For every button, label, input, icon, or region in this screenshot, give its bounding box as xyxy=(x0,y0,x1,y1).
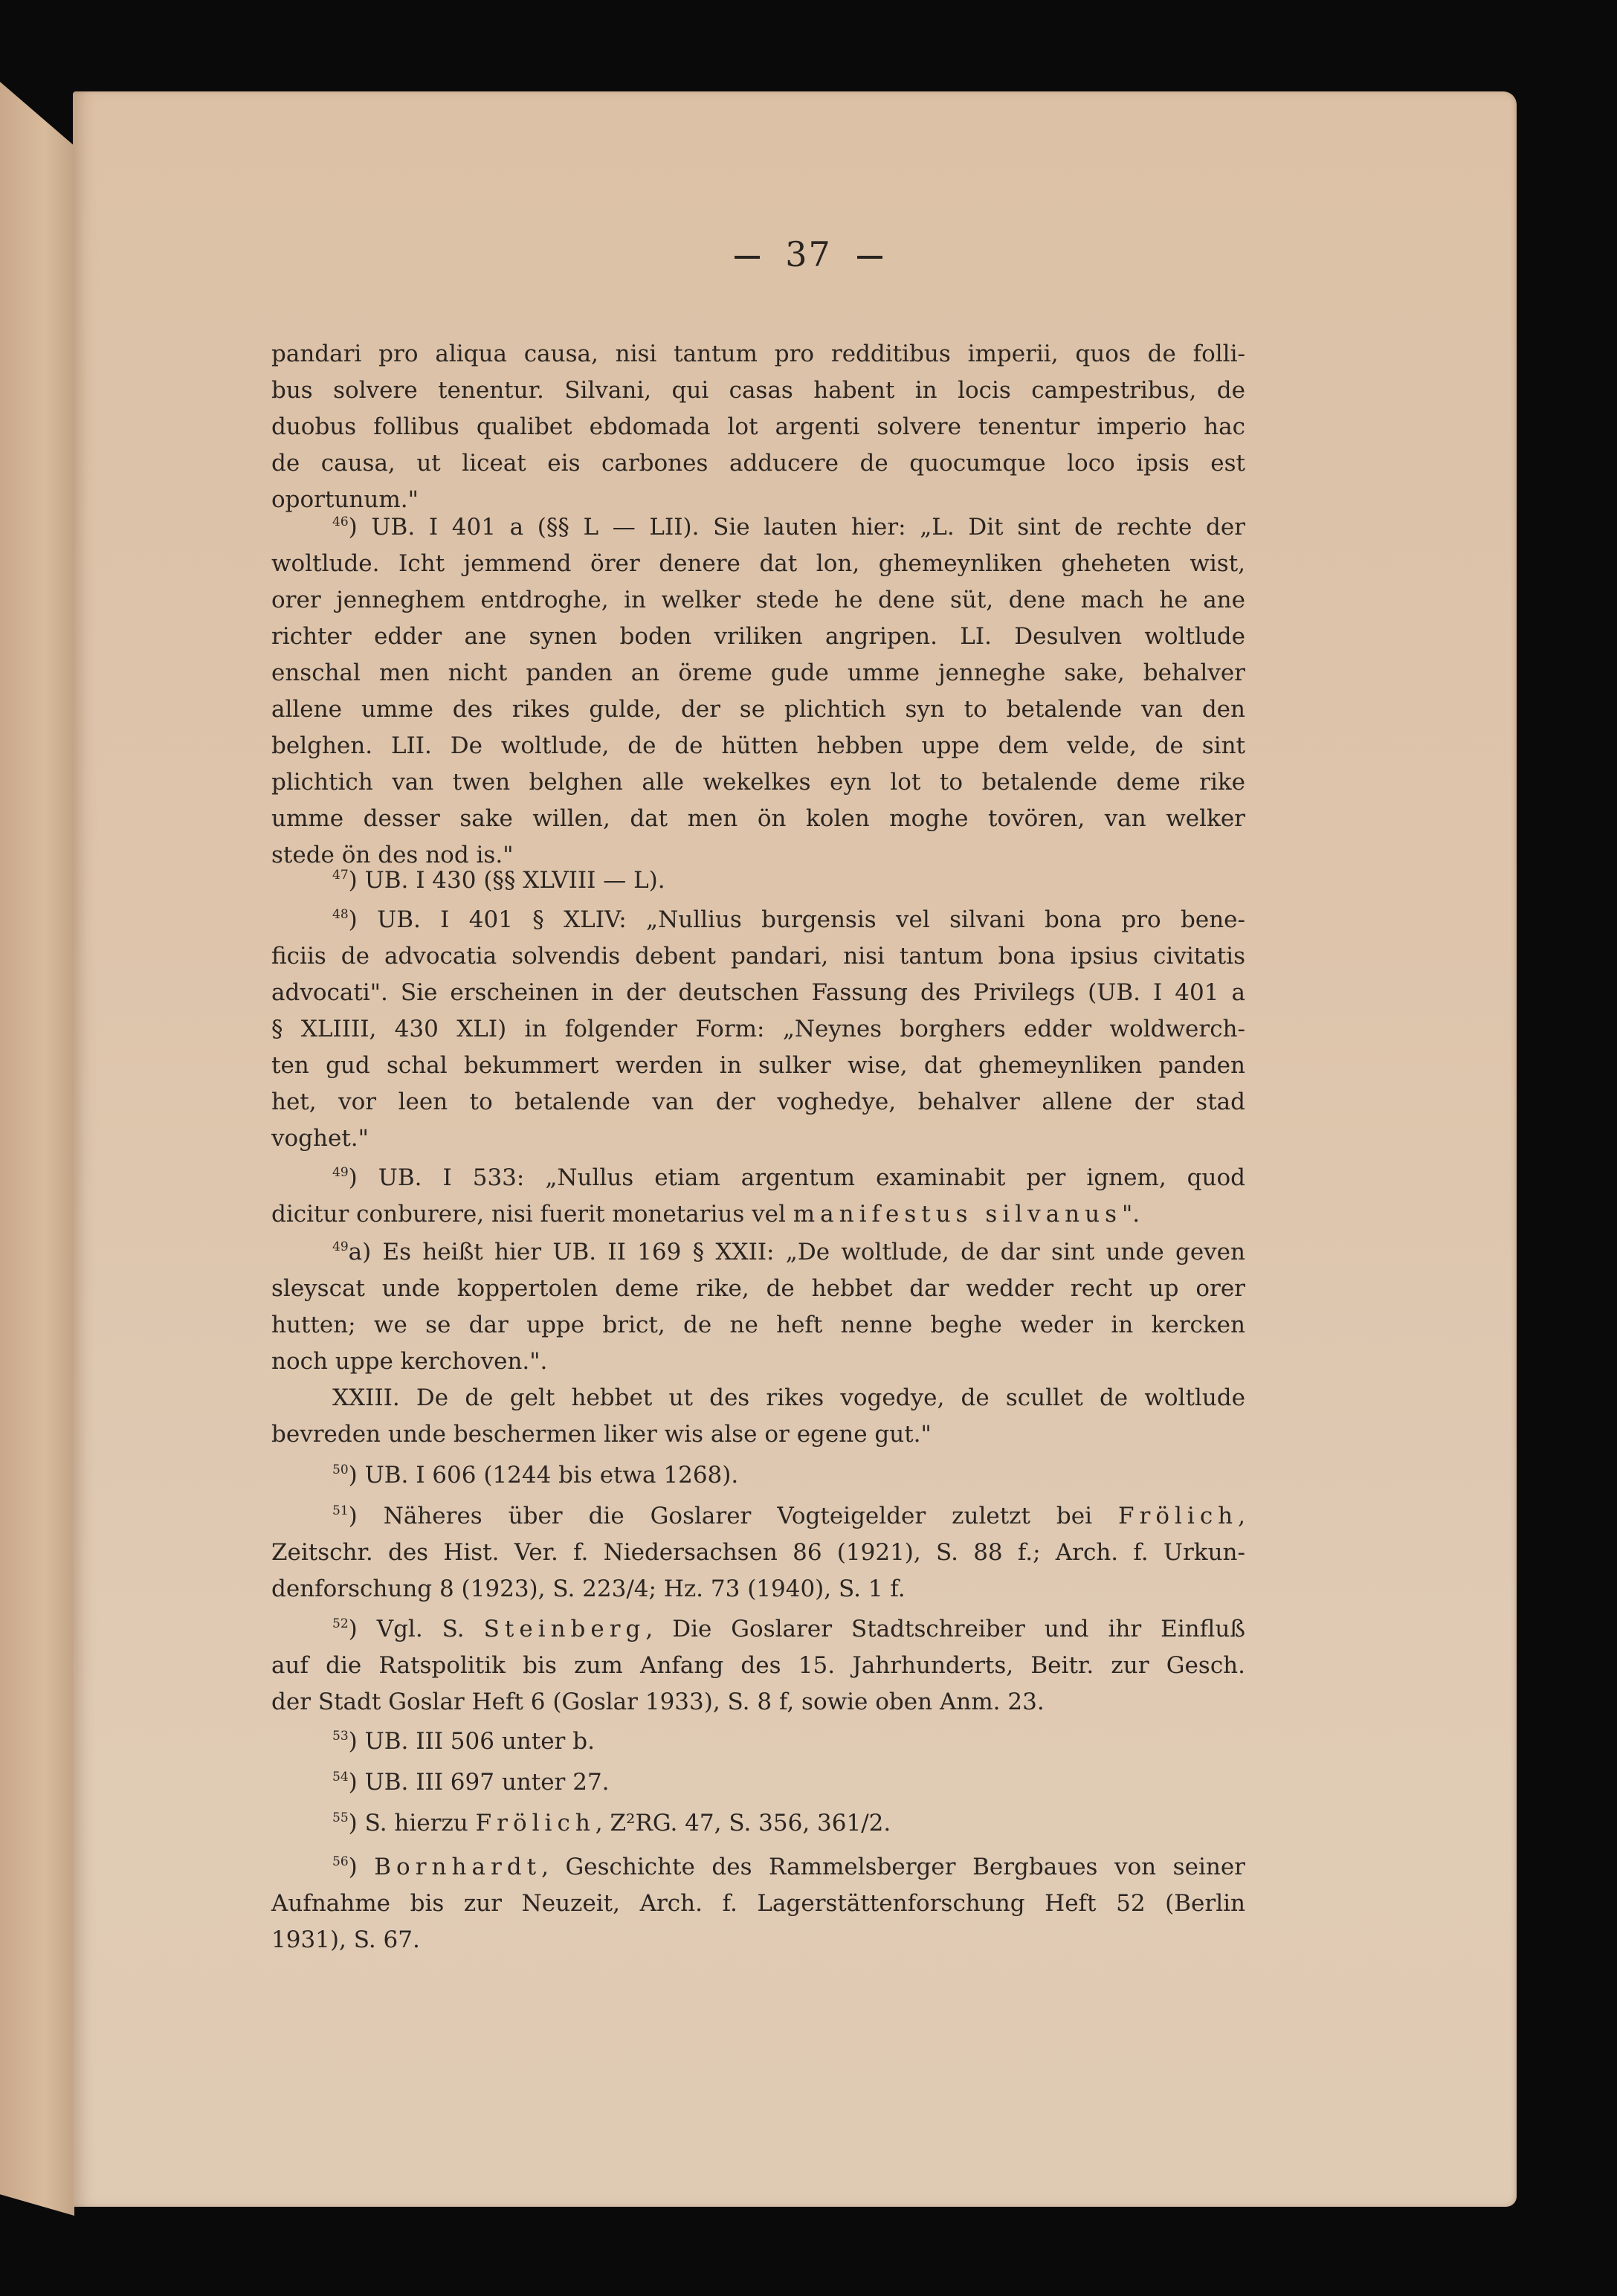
author-name: Frölich xyxy=(475,1810,596,1837)
footnote-marker: 56 xyxy=(332,1854,349,1869)
text-line: pandari pro aliqua causa, nisi tantum pro redditibus imperii, quos de folli- xyxy=(271,341,1245,367)
text-line: 1931), S. 67. xyxy=(271,1926,420,1953)
footnote-marker-suffix: a) xyxy=(348,1239,372,1265)
text-line: plichtich van twen belghen alle wekelkes eyn lot to betalende deme rike xyxy=(271,769,1245,796)
text-line: stede ön des nod is." xyxy=(271,842,514,868)
page-number-value: 37 xyxy=(785,234,832,274)
text-line: ten gud schal bekummert werden in sulker wise, dat ghemeynliken panden xyxy=(271,1052,1245,1079)
text-line: woltlude. Icht jemmend örer denere dat lon, ghemeynliken gheheten wist, xyxy=(271,550,1245,577)
page-number-dash-right xyxy=(857,256,882,259)
footnote-marker: 46 xyxy=(332,515,349,529)
text-line: UB. III 697 unter 27. xyxy=(364,1769,610,1796)
text-line: UB. I 606 (1244 bis etwa 1268). xyxy=(364,1462,739,1489)
text-line: duobus follibus qualibet ebdomada lot argenti solvere tenentur imperio hac xyxy=(271,413,1245,440)
footnote-46: $^{46}$) UB. I 401 a (§§ L — LII). Sie lauten hier: „L. Dit sint de rechte der woltlude. Icht jemmend örer denere dat lon, ghemeynliken gheheten wist, orer jenneghem entdroghe, in welker stede he dene süt, dene mach he ane richter edder ane synen boden vriliken angripen. LI. Desulven woltlude enschal men nicht panden an öreme gude umme jenneghe sake, behalver allene umme des rikes gulde, der se plichtich syn to betalende van den belghen. LII. De woltlude, de de hütten hebben uppe dem velde, de sint plichtich van twen belghen alle wekelkes eyn lot to betalende deme rike umme desser sake willen, dat men ön kolen moghe tovören, van welker stede ön des nod is." xyxy=(271,509,1245,874)
footnote-53: $^{53}$) UB. III 506 unter b. xyxy=(332,1728,595,1755)
footnote-marker: 55 xyxy=(332,1810,349,1825)
text-line: oportunum." xyxy=(271,486,419,513)
text-line: XXIII. De de gelt hebbet ut des rikes vogedye, de scullet de woltlude xyxy=(332,1384,1245,1411)
text-line: der Stadt Goslar Heft 6 (Goslar 1933), S. 8 f, sowie oben Anm. 23. xyxy=(271,1689,1045,1715)
footnote-54: $^{54}$) UB. III 697 unter 27. xyxy=(332,1769,610,1796)
footnote-marker: 51 xyxy=(332,1503,349,1518)
footnote-55: $^{55}$) S. hierzu Frölich, Z²RG. 47, S. 356, 361/2. xyxy=(332,1810,891,1837)
text-line: orer jenneghem entdroghe, in welker stede he dene süt, dene mach he ane xyxy=(271,587,1245,613)
text-line: UB. I 401 a (§§ L — LII). Sie lauten hier: „L. Dit sint de rechte der xyxy=(371,514,1245,541)
text-line: enschal men nicht panden an öreme gude umme jenneghe sake, behalver xyxy=(271,660,1245,686)
paragraph-xxiii xyxy=(271,1380,1245,1453)
footnote-51: $^{51}$) Näheres über die Goslarer Vogteigelder zuletzt bei Frölich, Zeitschr. des Hist. Ver. f. Niedersachsen 86 (1921), S. 88 f.; Arch. f. Urkun- denforschung 8 (1923), S. 223/4; Hz. 73 (1940), S. 1 f. xyxy=(271,1498,1245,1607)
text-line: UB. I 430 (§§ XLVIII — L). xyxy=(364,867,665,894)
text-line: voghet." xyxy=(271,1125,369,1152)
text-tail: , Geschichte des Rammelsberger Bergbaues von seiner xyxy=(541,1854,1245,1880)
text-line: UB. I 401 § XLIV: „Nullius burgensis vel silvani bona pro bene- xyxy=(377,906,1245,933)
footnote-48: $^{48}$) UB. I 401 § XLIV: „Nullius burgensis vel silvani bona pro bene- ficiis de advocatia solvendis debent pandari, nisi tantum bona ipsius civitatis advocati". Sie erscheinen in der deutschen Fassung des Privilegs (UB. I 401 a § XLIIII, 430 XLI) in folgender Form: „Neynes borghers edder woldwerch- ten gud schal bekummert werden in sulker wise, dat ghemeynliken panden het, vor leen to betalende van der voghedye, behalver allene der stad voghet." xyxy=(271,902,1245,1157)
text-lead: Näheres über die Goslarer Vogteigelder zuletzt bei xyxy=(383,1503,1093,1529)
footnote-marker: 47 xyxy=(332,868,349,883)
text-lead: S. hierzu xyxy=(364,1810,468,1837)
page-number-dash-left xyxy=(735,256,760,259)
footnote-marker: 48 xyxy=(332,907,349,922)
text-line: Zeitschr. des Hist. Ver. f. Niedersachsen 86 (1921), S. 88 f.; Arch. f. Urkun- xyxy=(271,1539,1245,1566)
footnote-marker: 53 xyxy=(332,1729,349,1744)
author-name: Steinberg xyxy=(483,1616,646,1642)
footnote-49: $^{49}$) UB. I 533: „Nullus etiam argentum examinabit per ignem, quod dicitur conburere, nisi fuerit monetarius vel manifestus silvanus". xyxy=(271,1164,1245,1228)
text-line: advocati". Sie erscheinen in der deutschen Fassung des Privilegs (UB. I 401 a xyxy=(271,979,1245,1006)
footnote-50: $^{50}$) UB. I 606 (1244 bis etwa 1268). xyxy=(332,1462,739,1489)
text-line: dicitur conburere, nisi fuerit monetarius vel xyxy=(271,1201,786,1228)
text-line: allene umme des rikes gulde, der se plichtich syn to betalende van den xyxy=(271,696,1245,723)
text-tail: , Die Goslarer Stadtschreiber und ihr Einfluß xyxy=(645,1616,1245,1642)
text-tail: ". xyxy=(1122,1201,1140,1228)
footnote-marker: 49 xyxy=(332,1165,349,1180)
text-line: noch uppe kerchoven.". xyxy=(271,1348,548,1375)
text-line: ficiis de advocatia solvendis debent pandari, nisi tantum bona ipsius civitatis xyxy=(271,943,1245,970)
footnote-marker: 52 xyxy=(332,1616,349,1631)
text-line: bevreden unde beschermen liker wis alse or egene gut." xyxy=(271,1421,932,1448)
footnote-47: $^{47}$) UB. I 430 (§§ XLVIII — L). xyxy=(332,867,665,894)
footnote-marker: 54 xyxy=(332,1770,349,1784)
previous-page-edge xyxy=(0,82,74,2216)
text-line: UB. I 533: „Nullus etiam argentum examinabit per ignem, quod xyxy=(378,1164,1245,1191)
text-line: § XLIIII, 430 XLI) in folgender Form: „Neynes borghers edder woldwerch- xyxy=(271,1016,1245,1042)
text-line: umme desser sake willen, dat men ön kolen moghe tovören, van welker xyxy=(271,805,1245,832)
text-line: het, vor leen to betalende van der voghedye, behalver allene der stad xyxy=(271,1089,1245,1115)
text-line: Es heißt hier UB. II 169 § XXII: „De woltlude, de dar sint unde geven xyxy=(382,1239,1245,1265)
continuation-paragraph xyxy=(271,336,1245,518)
text-lead: Vgl. S. xyxy=(376,1616,465,1642)
text-line: denforschung 8 (1923), S. 223/4; Hz. 73 (1940), S. 1 f. xyxy=(271,1576,906,1602)
text-line: Aufnahme bis zur Neuzeit, Arch. f. Lagerstättenforschung Heft 52 (Berlin xyxy=(271,1890,1245,1917)
text-line: sleyscat unde koppertolen deme rike, de hebbet dar wedder recht up orer xyxy=(271,1275,1245,1302)
author-name: Bornhardt xyxy=(374,1854,542,1880)
author-name: Frölich xyxy=(1118,1503,1239,1529)
text-tail: , xyxy=(1238,1503,1246,1529)
text-line: bus solvere tenentur. Silvani, qui casas habent in locis campestribus, de xyxy=(271,377,1245,404)
footnote-marker: 50 xyxy=(332,1463,349,1477)
text-line: auf die Ratspolitik bis zum Anfang des 15. Jahrhunderts, Beitr. zur Gesch. xyxy=(271,1652,1245,1679)
text-line: richter edder ane synen boden vriliken angripen. LI. Desulven woltlude xyxy=(271,623,1245,650)
footnote-52: $^{52}$) Vgl. S. Steinberg, Die Goslarer Stadtschreiber und ihr Einfluß auf die Ratspolitik bis zum Anfang des 15. Jahrhunderts, Beitr. zur Gesch. der Stadt Goslar Heft 6 (Goslar 1933), S. 8 f, sowie oben Anm. 23. xyxy=(271,1611,1245,1721)
text-line: hutten; we se dar uppe brict, de ne heft nenne beghe weder in kercken xyxy=(271,1312,1245,1338)
text-line: UB. III 506 unter b. xyxy=(364,1728,595,1755)
text-line: belghen. LII. De woltlude, de de hütten hebben uppe dem velde, de sint xyxy=(271,732,1245,759)
text-line: de causa, ut liceat eis carbones adducere de quocumque loco ipsis est xyxy=(271,450,1245,477)
footnote-49a xyxy=(271,1234,1245,1380)
page-number xyxy=(0,234,1617,274)
footnote-marker: 49 xyxy=(332,1239,349,1254)
spaced-emphasis: manifestus silvanus xyxy=(793,1201,1123,1228)
text-tail: , Z²RG. 47, S. 356, 361/2. xyxy=(595,1810,891,1837)
footnote-56: $^{56}$) Bornhardt, Geschichte des Rammelsberger Bergbaues von seiner Aufnahme bis zur Neuzeit, Arch. f. Lagerstättenforschung Heft 52 (Berlin 1931), S. 67. xyxy=(271,1849,1245,1958)
